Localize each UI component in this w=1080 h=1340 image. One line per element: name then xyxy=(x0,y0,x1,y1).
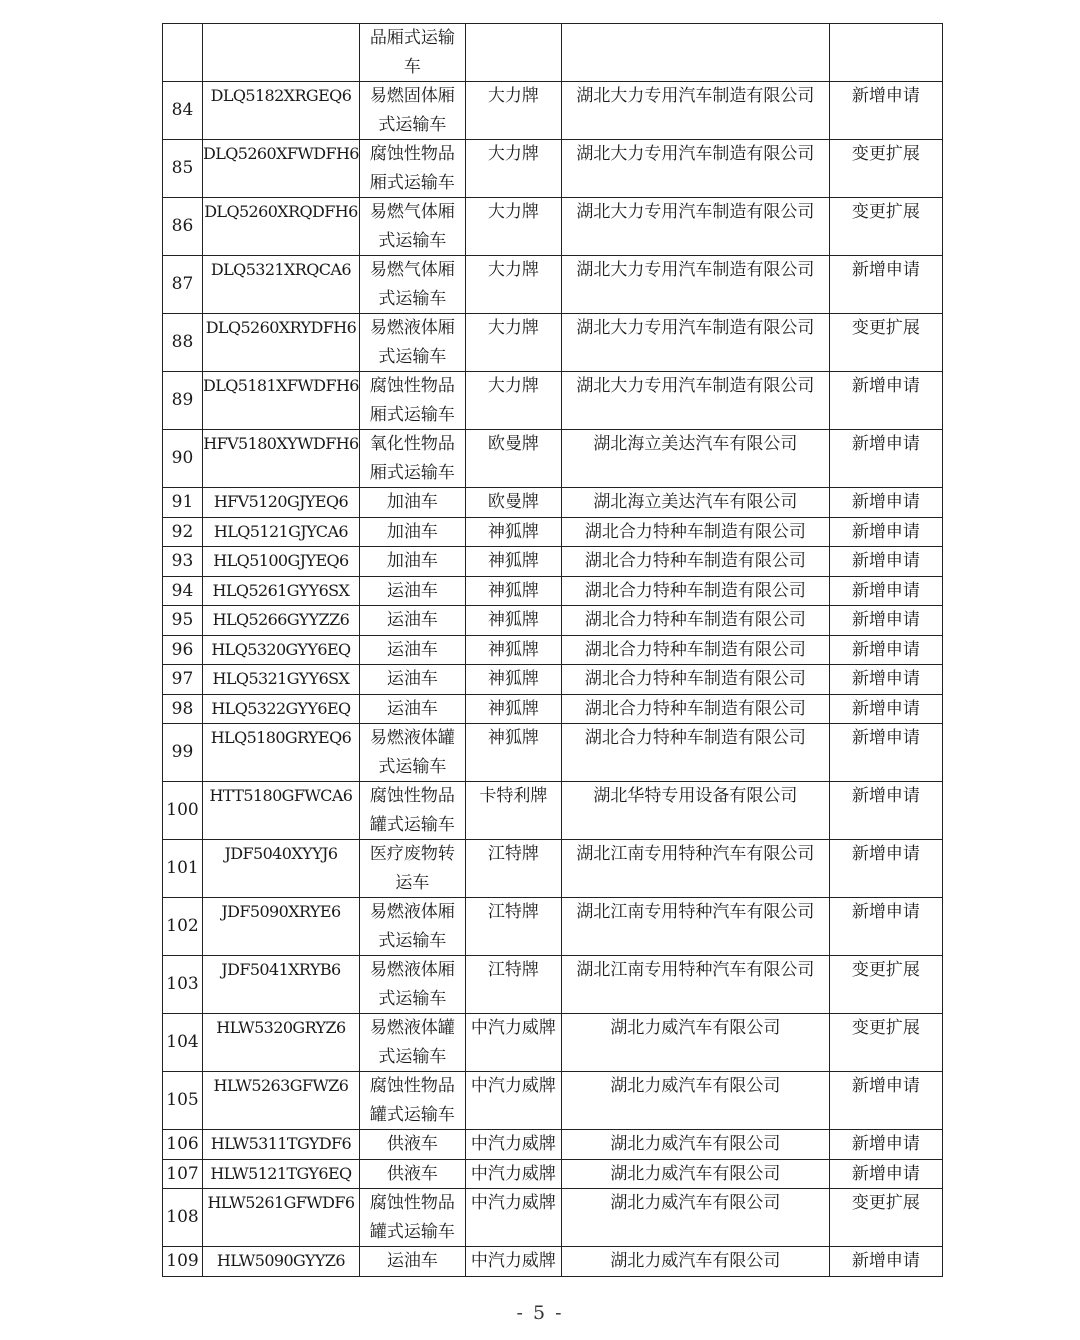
cell-company: 湖北合力特种车制造有限公司 xyxy=(561,635,829,665)
cell-name: 运油车 xyxy=(359,635,465,665)
cell-type: 新增申请 xyxy=(829,1130,942,1160)
cell-company: 湖北江南专用特种汽车有限公司 xyxy=(561,840,829,898)
cell-brand: 江特牌 xyxy=(465,840,561,898)
cell-no: 107 xyxy=(163,1159,203,1189)
cell-type xyxy=(829,24,942,82)
cell-no: 106 xyxy=(163,1130,203,1160)
cell-type: 新增申请 xyxy=(829,547,942,577)
cell-company: 湖北大力专用汽车制造有限公司 xyxy=(561,314,829,372)
cell-type: 变更扩展 xyxy=(829,314,942,372)
cell-type: 新增申请 xyxy=(829,256,942,314)
cell-model: HLW5261GFWDF6 xyxy=(203,1189,360,1247)
cell-name: 易燃固体厢式运输车 xyxy=(359,82,465,140)
cell-company: 湖北合力特种车制造有限公司 xyxy=(561,724,829,782)
cell-model: DLQ5260XFWDFH6 xyxy=(203,140,360,198)
cell-name: 品厢式运输车 xyxy=(359,24,465,82)
cell-no: 86 xyxy=(163,198,203,256)
cell-no xyxy=(163,24,203,82)
cell-company: 湖北江南专用特种汽车有限公司 xyxy=(561,898,829,956)
cell-company: 湖北大力专用汽车制造有限公司 xyxy=(561,256,829,314)
cell-model: HLQ5321GYY6SX xyxy=(203,665,360,695)
cell-brand: 大力牌 xyxy=(465,256,561,314)
cell-company: 湖北大力专用汽车制造有限公司 xyxy=(561,198,829,256)
cell-no: 92 xyxy=(163,517,203,547)
cell-company: 湖北合力特种车制造有限公司 xyxy=(561,606,829,636)
cell-name: 腐蚀性物品罐式运输车 xyxy=(359,1072,465,1130)
cell-brand: 神狐牌 xyxy=(465,517,561,547)
table-row xyxy=(163,840,943,898)
table-row xyxy=(163,576,943,606)
cell-brand: 卡特利牌 xyxy=(465,782,561,840)
cell-model: HLW5263GFWZ6 xyxy=(203,1072,360,1130)
cell-name: 医疗废物转运车 xyxy=(359,840,465,898)
cell-no: 108 xyxy=(163,1189,203,1247)
cell-company: 湖北力威汽车有限公司 xyxy=(561,1247,829,1277)
table-row xyxy=(163,665,943,695)
cell-model: HLW5090GYYZ6 xyxy=(203,1247,360,1277)
table-row xyxy=(163,314,943,372)
cell-brand: 神狐牌 xyxy=(465,724,561,782)
cell-no: 90 xyxy=(163,430,203,488)
table-row xyxy=(163,724,943,782)
table-row xyxy=(163,488,943,518)
cell-name: 易燃气体厢式运输车 xyxy=(359,198,465,256)
cell-brand: 神狐牌 xyxy=(465,635,561,665)
table-row xyxy=(163,430,943,488)
table-row xyxy=(163,140,943,198)
cell-model: HFV5120GJYEQ6 xyxy=(203,488,360,518)
table-row xyxy=(163,256,943,314)
cell-no: 91 xyxy=(163,488,203,518)
vehicle-table-body xyxy=(163,24,943,1277)
table-row xyxy=(163,694,943,724)
cell-no: 95 xyxy=(163,606,203,636)
table-row xyxy=(163,606,943,636)
table-row xyxy=(163,956,943,1014)
table-row xyxy=(163,635,943,665)
cell-brand: 欧曼牌 xyxy=(465,488,561,518)
cell-model: DLQ5182XRGEQ6 xyxy=(203,82,360,140)
cell-type: 新增申请 xyxy=(829,82,942,140)
cell-type: 变更扩展 xyxy=(829,198,942,256)
cell-company: 湖北合力特种车制造有限公司 xyxy=(561,517,829,547)
cell-type: 新增申请 xyxy=(829,724,942,782)
table-row xyxy=(163,517,943,547)
cell-name: 易燃液体罐式运输车 xyxy=(359,724,465,782)
cell-company: 湖北力威汽车有限公司 xyxy=(561,1189,829,1247)
cell-brand: 大力牌 xyxy=(465,140,561,198)
cell-no: 101 xyxy=(163,840,203,898)
cell-company: 湖北大力专用汽车制造有限公司 xyxy=(561,372,829,430)
cell-model: JDF5041XRYB6 xyxy=(203,956,360,1014)
cell-company: 湖北合力特种车制造有限公司 xyxy=(561,694,829,724)
cell-no: 97 xyxy=(163,665,203,695)
cell-model: HLQ5100GJYEQ6 xyxy=(203,547,360,577)
cell-company: 湖北海立美达汽车有限公司 xyxy=(561,430,829,488)
cell-no: 109 xyxy=(163,1247,203,1277)
cell-no: 100 xyxy=(163,782,203,840)
cell-brand: 大力牌 xyxy=(465,314,561,372)
cell-no: 93 xyxy=(163,547,203,577)
cell-model: JDF5090XRYE6 xyxy=(203,898,360,956)
cell-company: 湖北江南专用特种汽车有限公司 xyxy=(561,956,829,1014)
cell-model: HTT5180GFWCA6 xyxy=(203,782,360,840)
cell-name: 易燃液体厢式运输车 xyxy=(359,956,465,1014)
table-row xyxy=(163,1072,943,1130)
cell-brand: 江特牌 xyxy=(465,898,561,956)
cell-company xyxy=(561,24,829,82)
cell-no: 89 xyxy=(163,372,203,430)
cell-type: 新增申请 xyxy=(829,898,942,956)
cell-name: 运油车 xyxy=(359,576,465,606)
table-row xyxy=(163,547,943,577)
cell-model: HLW5320GRYZ6 xyxy=(203,1014,360,1072)
cell-no: 96 xyxy=(163,635,203,665)
cell-no: 102 xyxy=(163,898,203,956)
cell-brand xyxy=(465,24,561,82)
cell-type: 新增申请 xyxy=(829,782,942,840)
cell-model: DLQ5181XFWDFH6 xyxy=(203,372,360,430)
cell-name: 腐蚀性物品厢式运输车 xyxy=(359,372,465,430)
cell-type: 新增申请 xyxy=(829,372,942,430)
cell-type: 新增申请 xyxy=(829,665,942,695)
cell-name: 供液车 xyxy=(359,1159,465,1189)
cell-type: 变更扩展 xyxy=(829,1189,942,1247)
cell-no: 105 xyxy=(163,1072,203,1130)
cell-brand: 大力牌 xyxy=(465,198,561,256)
cell-brand: 大力牌 xyxy=(465,372,561,430)
cell-name: 加油车 xyxy=(359,488,465,518)
cell-name: 供液车 xyxy=(359,1130,465,1160)
cell-model: HLQ5121GJYCA6 xyxy=(203,517,360,547)
cell-type: 变更扩展 xyxy=(829,140,942,198)
cell-company: 湖北合力特种车制造有限公司 xyxy=(561,665,829,695)
cell-brand: 神狐牌 xyxy=(465,694,561,724)
table-row-continuation xyxy=(163,24,943,82)
cell-company: 湖北合力特种车制造有限公司 xyxy=(561,547,829,577)
cell-name: 腐蚀性物品罐式运输车 xyxy=(359,1189,465,1247)
cell-brand: 神狐牌 xyxy=(465,547,561,577)
cell-name: 运油车 xyxy=(359,694,465,724)
cell-no: 84 xyxy=(163,82,203,140)
table-row xyxy=(163,82,943,140)
cell-brand: 中汽力威牌 xyxy=(465,1189,561,1247)
cell-type: 新增申请 xyxy=(829,840,942,898)
cell-company: 湖北大力专用汽车制造有限公司 xyxy=(561,82,829,140)
cell-brand: 中汽力威牌 xyxy=(465,1130,561,1160)
cell-model: DLQ5260XRQDFH6 xyxy=(203,198,360,256)
table-row xyxy=(163,198,943,256)
cell-model: HLW5311TGYDF6 xyxy=(203,1130,360,1160)
cell-model: HLQ5320GYY6EQ xyxy=(203,635,360,665)
cell-model: HFV5180XYWDFH6 xyxy=(203,430,360,488)
cell-type: 变更扩展 xyxy=(829,1014,942,1072)
table-row xyxy=(163,1159,943,1189)
cell-model: HLQ5322GYY6EQ xyxy=(203,694,360,724)
cell-brand: 中汽力威牌 xyxy=(465,1072,561,1130)
cell-name: 运油车 xyxy=(359,665,465,695)
cell-type: 新增申请 xyxy=(829,576,942,606)
vehicle-table xyxy=(162,23,943,1277)
table-row xyxy=(163,372,943,430)
cell-type: 新增申请 xyxy=(829,694,942,724)
cell-type: 新增申请 xyxy=(829,635,942,665)
cell-model: HLQ5266GYYZZ6 xyxy=(203,606,360,636)
cell-name: 腐蚀性物品厢式运输车 xyxy=(359,140,465,198)
cell-brand: 欧曼牌 xyxy=(465,430,561,488)
cell-brand: 大力牌 xyxy=(465,82,561,140)
cell-name: 氧化性物品厢式运输车 xyxy=(359,430,465,488)
cell-model: DLQ5260XRYDFH6 xyxy=(203,314,360,372)
cell-brand: 神狐牌 xyxy=(465,576,561,606)
cell-name: 易燃液体罐式运输车 xyxy=(359,1014,465,1072)
cell-model: HLW5121TGY6EQ xyxy=(203,1159,360,1189)
cell-name: 易燃气体厢式运输车 xyxy=(359,256,465,314)
page-number: - 5 - xyxy=(516,1302,564,1324)
cell-name: 腐蚀性物品罐式运输车 xyxy=(359,782,465,840)
cell-no: 98 xyxy=(163,694,203,724)
cell-name: 易燃液体厢式运输车 xyxy=(359,898,465,956)
cell-company: 湖北华特专用设备有限公司 xyxy=(561,782,829,840)
cell-no: 87 xyxy=(163,256,203,314)
table-row xyxy=(163,898,943,956)
cell-company: 湖北力威汽车有限公司 xyxy=(561,1072,829,1130)
cell-model: JDF5040XYYJ6 xyxy=(203,840,360,898)
cell-name: 加油车 xyxy=(359,547,465,577)
table-row xyxy=(163,1130,943,1160)
cell-company: 湖北海立美达汽车有限公司 xyxy=(561,488,829,518)
cell-brand: 中汽力威牌 xyxy=(465,1159,561,1189)
cell-no: 104 xyxy=(163,1014,203,1072)
cell-model: HLQ5261GYY6SX xyxy=(203,576,360,606)
cell-brand: 中汽力威牌 xyxy=(465,1247,561,1277)
cell-no: 85 xyxy=(163,140,203,198)
cell-model: HLQ5180GRYEQ6 xyxy=(203,724,360,782)
cell-company: 湖北大力专用汽车制造有限公司 xyxy=(561,140,829,198)
table-row xyxy=(163,1189,943,1247)
cell-type: 新增申请 xyxy=(829,1247,942,1277)
cell-type: 新增申请 xyxy=(829,517,942,547)
cell-no: 94 xyxy=(163,576,203,606)
cell-model xyxy=(203,24,360,82)
cell-company: 湖北合力特种车制造有限公司 xyxy=(561,576,829,606)
cell-no: 88 xyxy=(163,314,203,372)
cell-name: 运油车 xyxy=(359,1247,465,1277)
cell-type: 新增申请 xyxy=(829,488,942,518)
cell-brand: 中汽力威牌 xyxy=(465,1014,561,1072)
cell-no: 99 xyxy=(163,724,203,782)
cell-type: 变更扩展 xyxy=(829,956,942,1014)
cell-name: 运油车 xyxy=(359,606,465,636)
cell-type: 新增申请 xyxy=(829,1072,942,1130)
cell-brand: 神狐牌 xyxy=(465,665,561,695)
cell-name: 加油车 xyxy=(359,517,465,547)
cell-model: DLQ5321XRQCA6 xyxy=(203,256,360,314)
cell-type: 新增申请 xyxy=(829,1159,942,1189)
table-row xyxy=(163,1247,943,1277)
cell-name: 易燃液体厢式运输车 xyxy=(359,314,465,372)
cell-company: 湖北力威汽车有限公司 xyxy=(561,1014,829,1072)
cell-type: 新增申请 xyxy=(829,606,942,636)
cell-brand: 神狐牌 xyxy=(465,606,561,636)
cell-brand: 江特牌 xyxy=(465,956,561,1014)
cell-type: 新增申请 xyxy=(829,430,942,488)
cell-no: 103 xyxy=(163,956,203,1014)
cell-company: 湖北力威汽车有限公司 xyxy=(561,1130,829,1160)
cell-company: 湖北力威汽车有限公司 xyxy=(561,1159,829,1189)
table-row xyxy=(163,1014,943,1072)
table-row xyxy=(163,782,943,840)
